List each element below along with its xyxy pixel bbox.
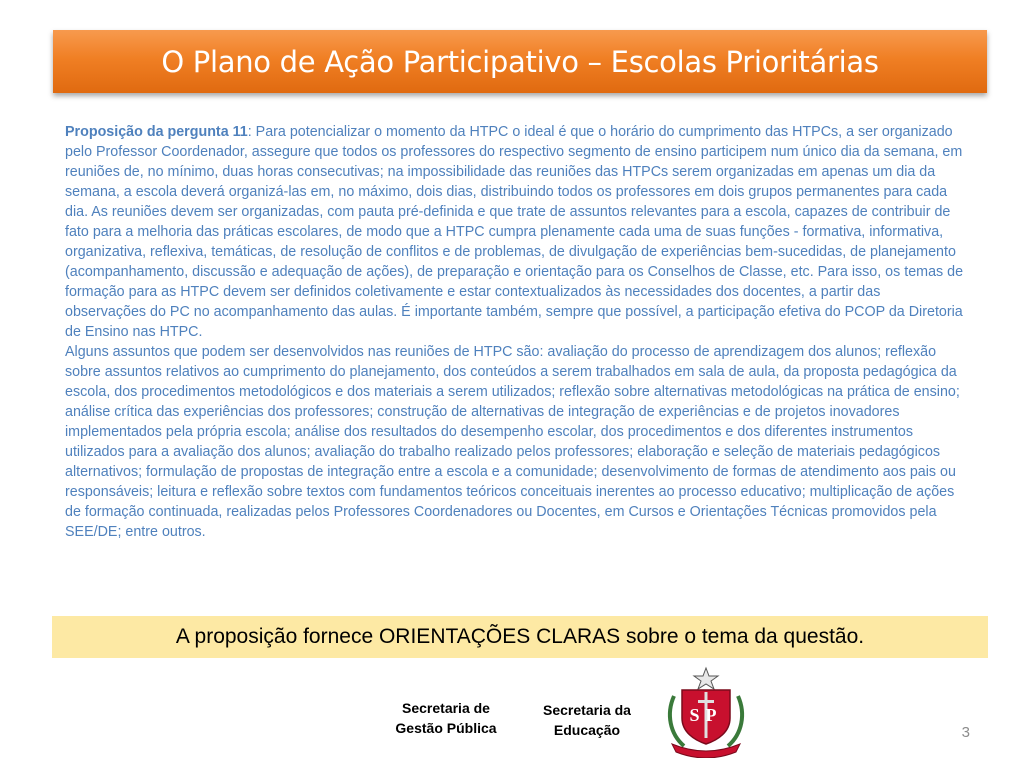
proposition-label: Proposição da pergunta 11 <box>65 124 248 140</box>
slide-body <box>65 122 965 542</box>
highlight-box <box>52 616 988 658</box>
paragraph-2: Alguns assuntos que podem ser desenvolvidos nas reuniões de HTPC são: avaliação do processo de aprendizagem dos alunos; reflexão sobre assuntos relativos ao cumprimento do planejamento, dos conteúdos a serem trabalhados em sala de aula, da proposta pedagógica da escola, dos procedimentos metodológicos e dos materiais a serem utilizados; reflexão sobre alternativas metodológicas na prática de ensino; análise crítica das experiências dos professores; construção de alternativas de integração de experiências e de projetos inovadores implementados pela própria escola; análise dos resultados do desempenho escolar, dos procedimentos e dos diferentes instrumentos utilizados para a avaliação dos alunos; avaliação do trabalho realizado pelos professores; elaboração e seleção de materiais pedagógicos alternativos; formulação de propostas de integração entre a escola e a comunidade; desenvolvimento de formas de atendimento aos pais ou responsáveis; leitura e reflexão sobre textos com fundamentos teóricos conceituais inerentes ao processo educativo; multiplicação de ações de formação continuada, realizadas pelos Professores Coordenadores ou Docentes, em Cursos e Orientações Técnicas promovidos pela SEE/DE; entre outros. <box>65 344 960 540</box>
seal-letters: SP <box>689 705 723 725</box>
seal-sword-guard <box>698 700 714 703</box>
org-1-line-2: Gestão Pública <box>395 720 497 736</box>
org-2-line-1: Secretaria da <box>543 702 631 718</box>
footer-org-gestao-publica <box>378 698 514 738</box>
paragraph-1-text: : Para potencializar o momento da HTPC o ideal é que o horário do cumprimento das HTPCs, a ser organizado pelo Professor Coordenador, assegure que todos os professores do respectivo segmento de ensino participem num único dia da semana, em reuniões de, no mínimo, duas horas consecutivas; na impossibilidade das reuniões das HTPCs serem organizadas em apenas um dia da semana, a escola deverá organizá-las em, no máximo, dois dias, distribuindo todos os professores em dois grupos permanentes para cada dia. As reuniões devem ser organizadas, com pauta pré-definida e que trate de assuntos relevantes para a escola, capazes de contribuir de fato para a melhoria das práticas escolares, de modo que a HTPC cumpra plenamente cada uma de suas funções - formativa, informativa, organizativa, reflexiva, temáticas, de resolução de conflitos e de problemas, de divulgação de experiências bem-sucedidas, de planejamento (acompanhamento, discussão e adequação de ações), de preparação e orientação para os Conselhos de Classe, etc. Para isso, os temas de formação para as HTPC devem ser definidos coletivamente e estar contextualizados às necessidades dos docentes, a partir das observações do PC no acompanhamento das aulas. É importante também, sempre que possível, a participação efetiva do PCOP da Diretoria de Ensino nas HTPC. <box>65 124 964 340</box>
org-2-line-2: Educação <box>553 722 621 738</box>
slide-title-bar <box>53 30 987 93</box>
seal-star <box>694 668 718 689</box>
org-1-line-1: Secretaria de <box>402 700 490 716</box>
highlight-text: A proposição fornece ORIENTAÇÕES CLARAS sobre o tema da questão. <box>175 625 865 648</box>
page-number: 3 <box>961 724 970 741</box>
sao-paulo-coat-of-arms-icon <box>664 666 748 758</box>
slide-title: O Plano de Ação Participativo – Escolas Prioritárias <box>161 44 879 79</box>
footer-org-educacao <box>524 700 650 740</box>
paragraph-1 <box>65 122 965 342</box>
